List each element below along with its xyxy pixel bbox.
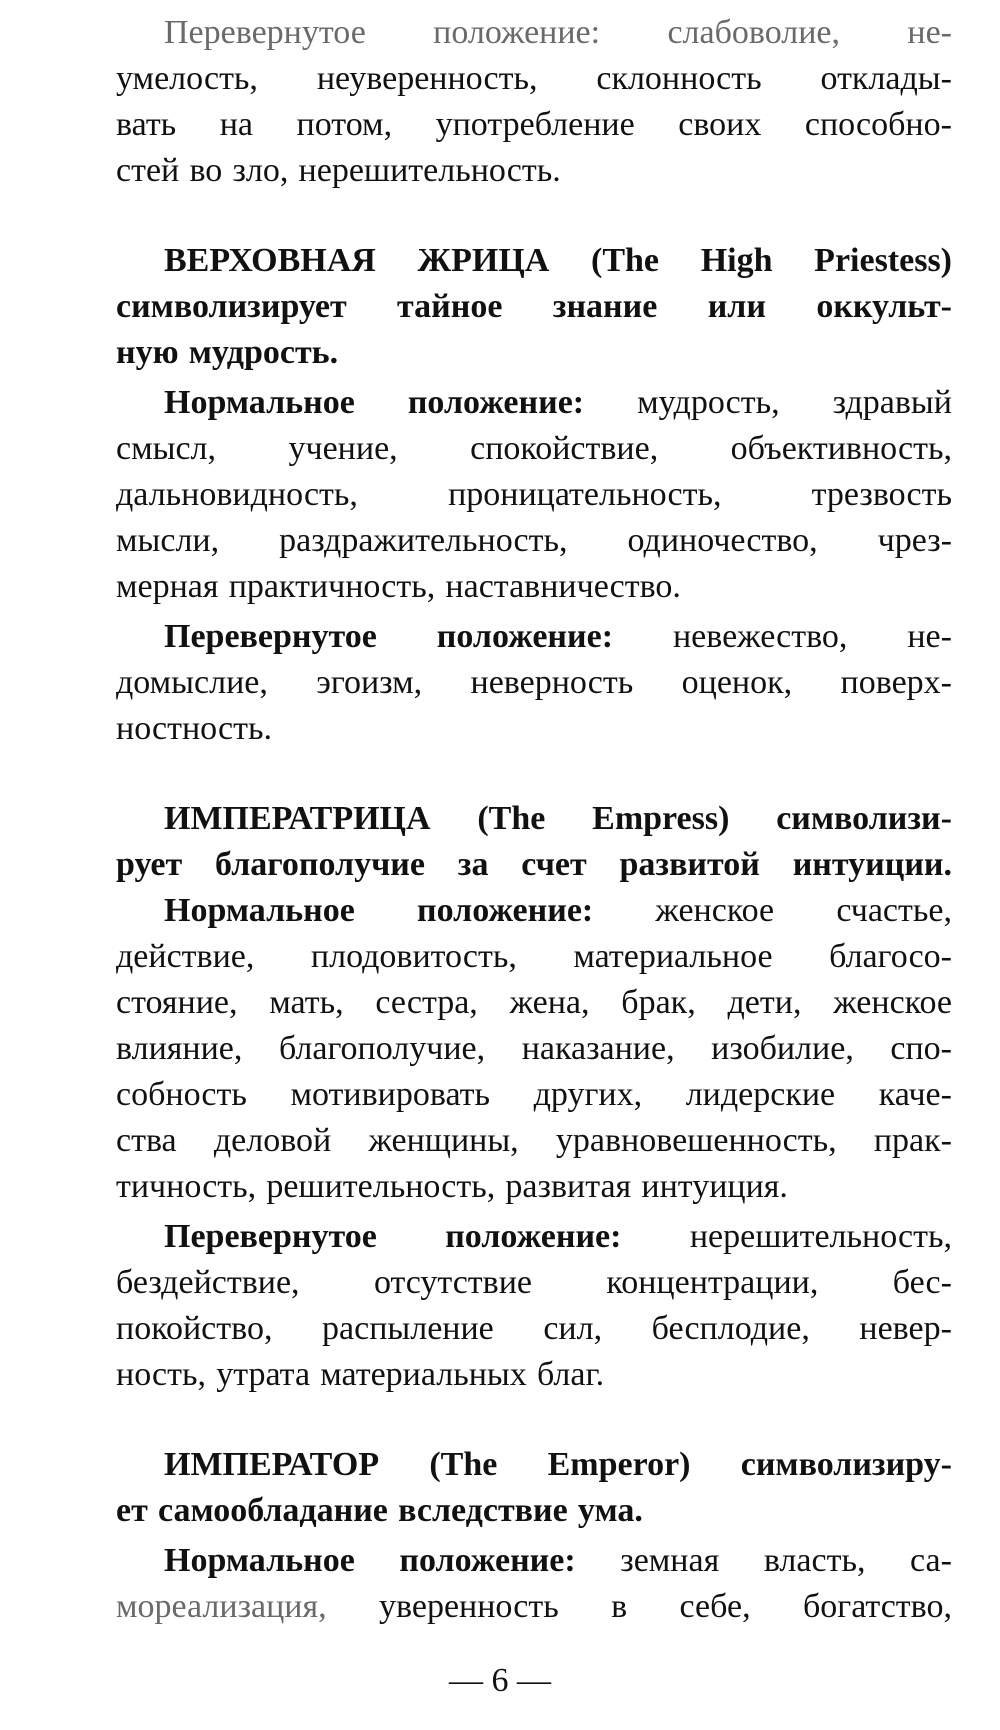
word: ИМПЕРАТОР — [164, 1446, 380, 1483]
text-line — [116, 1352, 952, 1398]
word: плодовитость, — [310, 938, 517, 975]
word: умелость, — [116, 60, 258, 97]
text-line — [116, 10, 952, 56]
text-line — [116, 980, 952, 1026]
word: Нормальное — [164, 1542, 355, 1579]
word: жена, — [509, 984, 590, 1021]
word: дальновидность, — [116, 476, 358, 513]
word: положение: — [416, 892, 594, 929]
word: лидерские — [685, 1076, 836, 1113]
word: земная — [620, 1542, 720, 1579]
word: материальное — [573, 938, 773, 975]
word: Перевернутое — [164, 618, 377, 655]
text-line — [116, 888, 952, 934]
text-line — [116, 614, 952, 660]
word: мать, — [269, 984, 344, 1021]
word: сил, — [543, 1310, 603, 1347]
word: склонность — [596, 60, 762, 97]
word: раздражительность, — [279, 522, 568, 559]
word: учение, — [288, 430, 398, 467]
word: за — [457, 846, 489, 883]
text-line — [116, 148, 952, 194]
word: символизиру- — [740, 1446, 952, 1483]
word: себе, — [679, 1588, 751, 1625]
text-line — [116, 934, 952, 980]
text-line — [116, 1442, 952, 1488]
book-page — [116, 10, 952, 1710]
word: потом, — [296, 106, 393, 143]
word: (The — [477, 800, 546, 837]
word: интуиции. — [792, 846, 952, 883]
word: ВЕРХОВНАЯ — [164, 242, 376, 279]
text-line — [116, 238, 952, 284]
word: Empress) — [592, 800, 730, 837]
text-column — [116, 10, 952, 1630]
word: нерешительность. — [298, 152, 561, 189]
word: на — [219, 106, 254, 143]
word: женское — [655, 892, 775, 929]
word: чрез- — [877, 522, 952, 559]
word: концентрации, — [606, 1264, 819, 1301]
word: ную — [116, 334, 179, 371]
word: знание — [552, 288, 658, 325]
word: в — [611, 1588, 628, 1625]
word: ИМПЕРАТРИЦА — [164, 800, 431, 837]
word: бесплодие, — [651, 1310, 810, 1347]
word: Emperor) — [547, 1446, 691, 1483]
word: употребление — [435, 106, 635, 143]
word: счастье, — [836, 892, 952, 929]
text-line — [116, 1164, 952, 1210]
word: уравновешенность, — [555, 1122, 837, 1159]
word: практичность, — [228, 568, 436, 605]
word: Перевернутое — [164, 1218, 377, 1255]
text-line — [116, 1538, 952, 1584]
word: бездействие, — [116, 1264, 300, 1301]
word: влияние, — [116, 1030, 243, 1067]
word: отсутствие — [373, 1264, 532, 1301]
word: мысли, — [116, 522, 220, 559]
text-line — [116, 102, 952, 148]
word: покойство, — [116, 1310, 273, 1347]
text-line — [116, 518, 952, 564]
word: благополучие, — [278, 1030, 486, 1067]
word: Priestess) — [814, 242, 952, 279]
word: оценок, — [681, 664, 793, 701]
word: решительность, — [266, 1168, 496, 1205]
word: нерешительность, — [689, 1218, 952, 1255]
word: деловой — [213, 1122, 332, 1159]
word: самообладание — [157, 1492, 388, 1529]
word: мотивировать — [290, 1076, 491, 1113]
text-line — [116, 1026, 952, 1072]
word: развитая — [505, 1168, 632, 1205]
word: способно- — [804, 106, 952, 143]
word: каче- — [878, 1076, 952, 1113]
word: невежество, — [672, 618, 848, 655]
word: положение: — [407, 384, 585, 421]
word: интуиция. — [641, 1168, 788, 1205]
word: неверность — [470, 664, 634, 701]
word: дети, — [727, 984, 802, 1021]
word: развитой — [619, 846, 760, 883]
word: стояние, — [116, 984, 238, 1021]
word: положение: — [436, 618, 614, 655]
paragraph-gap — [116, 194, 952, 238]
word: High — [700, 242, 773, 279]
word: Нормальное — [164, 892, 355, 929]
word: стей — [116, 152, 180, 189]
word: других, — [533, 1076, 643, 1113]
text-line — [116, 1306, 952, 1352]
word: положение: — [433, 14, 601, 51]
word: трезвость — [811, 476, 952, 513]
page-number: — 6 — — [449, 1662, 551, 1699]
word: вать — [116, 106, 177, 143]
text-line — [116, 1584, 952, 1630]
word: утрата — [216, 1356, 311, 1393]
word: материальных — [320, 1356, 527, 1393]
text-line — [116, 56, 952, 102]
word: са- — [910, 1542, 952, 1579]
word: собность — [116, 1076, 247, 1113]
word: положение: — [445, 1218, 622, 1255]
word: эгоизм, — [316, 664, 423, 701]
word: (The — [429, 1446, 498, 1483]
word: благополучие — [215, 846, 425, 883]
text-line — [116, 706, 952, 752]
word: рует — [116, 846, 183, 883]
word: богатство, — [802, 1588, 952, 1625]
text-line — [116, 1488, 952, 1534]
word: власть, — [763, 1542, 866, 1579]
word: Перевернутое — [164, 14, 366, 51]
paragraph-gap — [116, 1398, 952, 1442]
word: ства — [116, 1122, 177, 1159]
word: женское — [833, 984, 952, 1021]
text-line — [116, 1214, 952, 1260]
word: мудрость, — [637, 384, 780, 421]
word: мореализация, — [116, 1588, 327, 1625]
text-line — [116, 660, 952, 706]
word: тайное — [397, 288, 503, 325]
word: изобилие, — [711, 1030, 854, 1067]
word: положение: — [399, 1542, 576, 1579]
word: символизирует — [116, 288, 347, 325]
text-line — [116, 380, 952, 426]
word: наказание, — [521, 1030, 675, 1067]
word: спо- — [890, 1030, 952, 1067]
word: одиночество, — [627, 522, 818, 559]
word: ность, — [116, 1356, 206, 1393]
text-line — [116, 330, 952, 376]
word: неуверенность, — [316, 60, 538, 97]
word: действие, — [116, 938, 255, 975]
word: женщины, — [368, 1122, 519, 1159]
word: зло, — [232, 152, 289, 189]
word: брак, — [621, 984, 696, 1021]
word: поверх- — [840, 664, 952, 701]
word: ЖРИЦА — [417, 242, 550, 279]
word: наставничество. — [445, 568, 681, 605]
word: тичность, — [116, 1168, 257, 1205]
text-line — [116, 1118, 952, 1164]
word: своих — [678, 106, 762, 143]
word: здравый — [832, 384, 952, 421]
word: или — [707, 288, 766, 325]
text-line — [116, 796, 952, 842]
word: оккульт- — [816, 288, 952, 325]
word: мудрость. — [188, 334, 339, 371]
word: ностность. — [116, 710, 272, 747]
word: прак- — [873, 1122, 952, 1159]
word: не- — [907, 618, 952, 655]
word: уверенность — [379, 1588, 559, 1625]
word: ума. — [577, 1492, 643, 1529]
text-line — [116, 426, 952, 472]
word: спокойствие, — [470, 430, 659, 467]
word: (The — [591, 242, 660, 279]
word: благ. — [536, 1356, 605, 1393]
word: символизи- — [776, 800, 952, 837]
word: бес- — [892, 1264, 952, 1301]
word: объективность, — [730, 430, 952, 467]
word: Нормальное — [164, 384, 355, 421]
word: не- — [907, 14, 952, 51]
word: распыление — [322, 1310, 494, 1347]
word: проницательность, — [448, 476, 722, 513]
text-line — [116, 284, 952, 330]
word: домыслие, — [116, 664, 268, 701]
word: сестра, — [375, 984, 478, 1021]
text-line — [116, 564, 952, 610]
text-line — [116, 842, 952, 888]
word: благосо- — [829, 938, 952, 975]
word: мерная — [116, 568, 219, 605]
text-line — [116, 1260, 952, 1306]
text-line — [116, 1072, 952, 1118]
paragraph-gap — [116, 752, 952, 796]
word: вследствие — [398, 1492, 568, 1529]
text-line — [116, 472, 952, 518]
word: счет — [521, 846, 587, 883]
word: ет — [116, 1492, 148, 1529]
word: во — [189, 152, 223, 189]
word: слабоволие, — [667, 14, 841, 51]
word: невер- — [859, 1310, 952, 1347]
word: смысл, — [116, 430, 217, 467]
word: отклады- — [820, 60, 952, 97]
